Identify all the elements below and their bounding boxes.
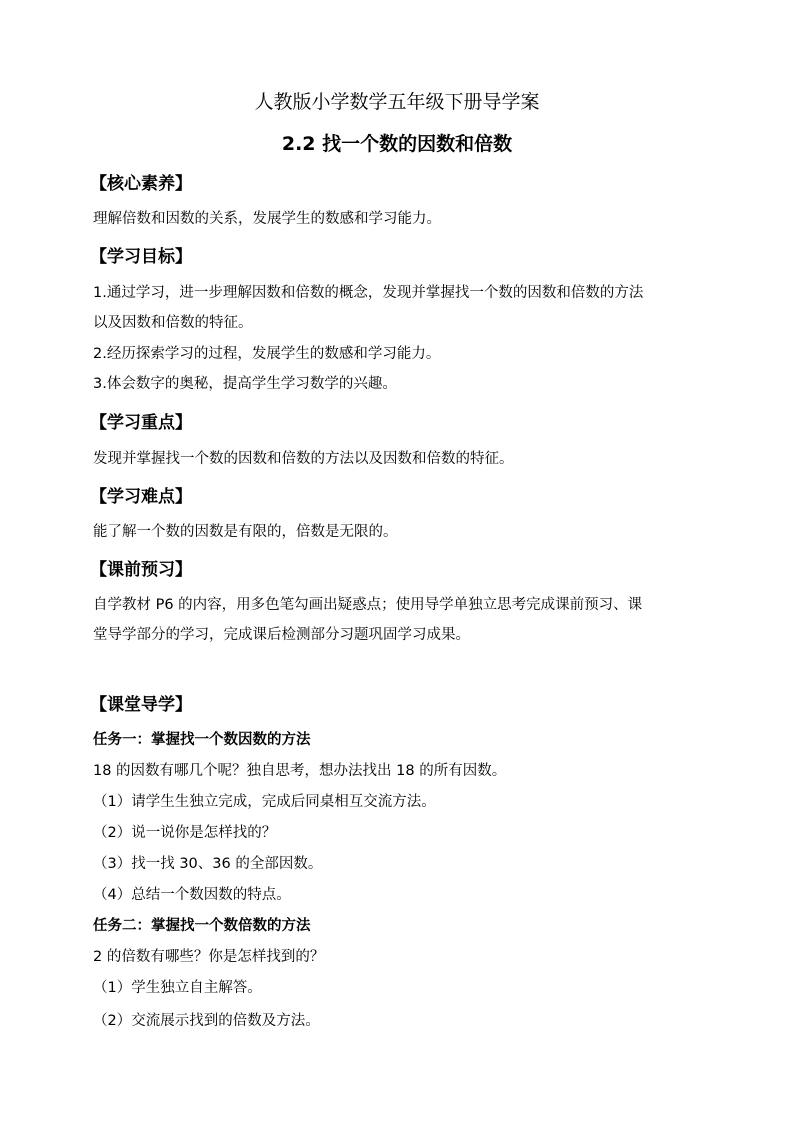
task-2-step: （2）交流展示找到的倍数及方法。 (93, 1013, 320, 1029)
section-heading-preview: 【课前预习】 (90, 560, 192, 580)
core-text: 理解倍数和因数的关系，发展学生的数感和学习能力。 (93, 211, 441, 227)
focus-text: 发现并掌握找一个数的因数和倍数的方法以及因数和倍数的特征。 (93, 451, 514, 467)
section-heading-classroom: 【课堂导学】 (90, 695, 192, 715)
preview-text-line-1: 自学教材 P6 的内容，用多色笔勾画出疑惑点；使用导学单独立思考完成课前预习、课 (93, 597, 643, 613)
section-heading-core: 【核心素养】 (90, 174, 192, 194)
difficulty-text: 能了解一个数的因数是有限的，倍数是无限的。 (93, 524, 398, 540)
task-1-step: （2）说一说你是怎样找的？ (93, 825, 277, 841)
task-1-title: 任务一：掌握找一个数因数的方法 (93, 732, 311, 748)
task-1-step: （3）找一找 30、36 的全部因数。 (93, 856, 323, 872)
task-2-question: 2 的倍数有哪些？你是怎样找到的？ (93, 949, 325, 965)
document-title: 人教版小学数学五年级下册导学案 (254, 91, 540, 113)
task-2-title: 任务二：掌握找一个数倍数的方法 (93, 918, 311, 934)
goal-item-1-continued: 以及因数和倍数的特征。 (93, 315, 253, 331)
task-1-step: （4）总结一个数因数的特点。 (93, 887, 291, 903)
task-1-step: （1）请学生生独立完成，完成后同桌相互交流方法。 (93, 794, 436, 810)
section-heading-difficulty: 【学习难点】 (90, 487, 192, 507)
goal-item-2: 2.经历探索学习的过程，发展学生的数感和学习能力。 (93, 346, 441, 362)
section-heading-focus: 【学习重点】 (90, 413, 192, 433)
preview-text-line-2: 堂导学部分的学习，完成课后检测部分习题巩固学习成果。 (93, 627, 470, 643)
lesson-title: 2.2 找一个数的因数和倍数 (281, 133, 513, 155)
goal-item-1: 1.通过学习，进一步理解因数和倍数的概念，发现并掌握找一个数的因数和倍数的方法 (93, 285, 644, 301)
section-heading-goals: 【学习目标】 (90, 247, 192, 267)
task-1-question: 18 的因数有哪几个呢？独自思考，想办法找出 18 的所有因数。 (93, 763, 507, 779)
task-2-step: （1）学生独立自主解答。 (93, 980, 262, 996)
goal-item-3: 3.体会数字的奥秘，提高学生学习数学的兴趣。 (93, 376, 397, 392)
